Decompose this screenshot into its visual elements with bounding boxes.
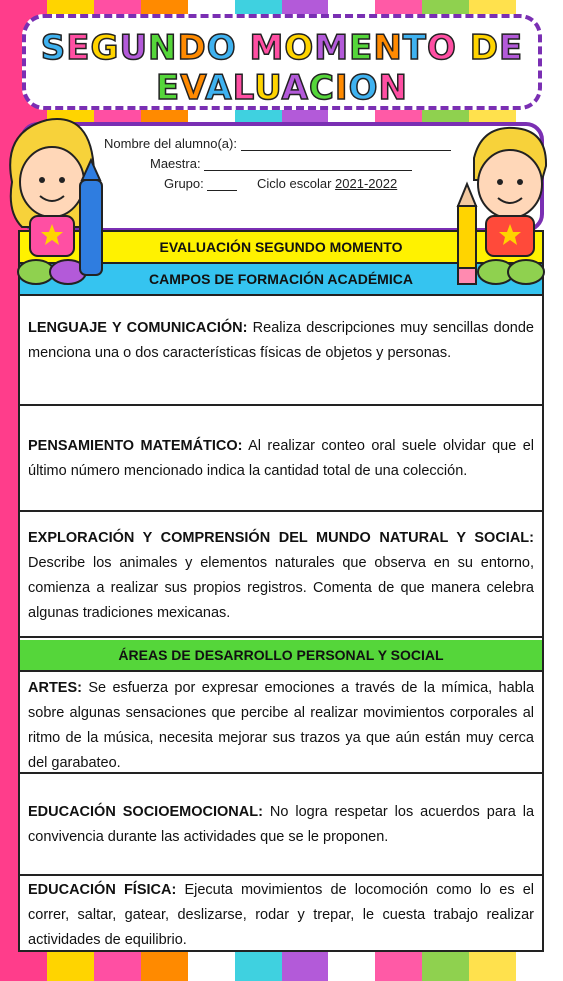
exploracion-text: Describe los animales y elementos naturales que observa en su entorno, comienza a realizar sus propios registros. Comenta de que manera celebra algunas tradiciones mexicanas.: [28, 555, 534, 621]
student-name-label: Nombre del alumno(a):: [104, 136, 237, 151]
group-field[interactable]: [207, 178, 237, 191]
matematico-heading: PENSAMIENTO MATEMÁTICO:: [28, 438, 243, 454]
cycle-label: Ciclo escolar: [257, 176, 332, 191]
group-label: Grupo:: [164, 176, 204, 191]
lenguaje-text: Realiza descripciones muy sencillas donde menciona una o dos características físicas de objetos y personas.: [28, 320, 534, 361]
student-name-row: [104, 136, 451, 151]
section-matematico: [20, 406, 542, 512]
evaluation-table: [18, 230, 544, 952]
fisica-text: Ejecuta movimientos de locomoción como lo es el correr, saltar, gatear, deslizarse, rodar y trepar, le cuesta trabajo realizar actividades de equilibrio.: [28, 882, 534, 948]
title-line-2: EVALUACION: [156, 68, 408, 108]
socioemocional-text: No logra respetar los acuerdos para la convivencia durante las actividades que se le proponen.: [28, 804, 535, 845]
lenguaje-heading: LENGUAJE Y COMUNICACIÓN:: [28, 320, 248, 336]
socioemocional-heading: EDUCACIÓN SOCIOEMOCIONAL:: [28, 804, 263, 820]
page-title: [26, 28, 538, 108]
fisica-heading: EDUCACIÓN FÍSICA:: [28, 882, 177, 898]
artes-heading: ARTES:: [28, 680, 82, 696]
girl-with-crayon-illustration: [2, 112, 112, 292]
student-name-field[interactable]: [241, 138, 451, 151]
section-fisica: [20, 876, 542, 952]
title-banner: [22, 14, 542, 110]
section-exploracion: [20, 512, 542, 638]
matematico-text: Al realizar conteo oral suele olvidar que el último número mencionado indica la cantidad total de una colección.: [28, 438, 534, 479]
section-socioemocional: [20, 774, 542, 876]
teacher-field[interactable]: [204, 158, 412, 171]
section-artes: [20, 672, 542, 774]
group-row: [164, 176, 397, 191]
academic-header: CAMPOS DE FORMACIÓN ACADÉMICA: [20, 264, 542, 296]
exploracion-heading: EXPLORACIÓN Y COMPRENSIÓN DEL MUNDO NATURAL Y SOCIAL:: [28, 530, 534, 546]
artes-text: Se esfuerza por expresar emociones a través de la mímica, habla sobre algunas sensaciones que percibe al realizar movimientos corporales al ritmo de la música, necesita mejorar sus trazos ya que aún están muy cerca del garabateo.: [28, 680, 535, 771]
cycle-value: 2021-2022: [335, 176, 398, 191]
title-line-1: SEGUNDO MOMENTO DE: [40, 28, 524, 68]
teacher-row: [150, 156, 412, 171]
teacher-label: Maestra:: [150, 156, 201, 171]
evaluation-header: EVALUACIÓN SEGUNDO MOMENTO: [20, 232, 542, 264]
boy-with-pencil-illustration: [452, 118, 560, 290]
personal-header: ÁREAS DE DESARROLLO PERSONAL Y SOCIAL: [20, 640, 542, 672]
section-lenguaje: [20, 296, 542, 406]
